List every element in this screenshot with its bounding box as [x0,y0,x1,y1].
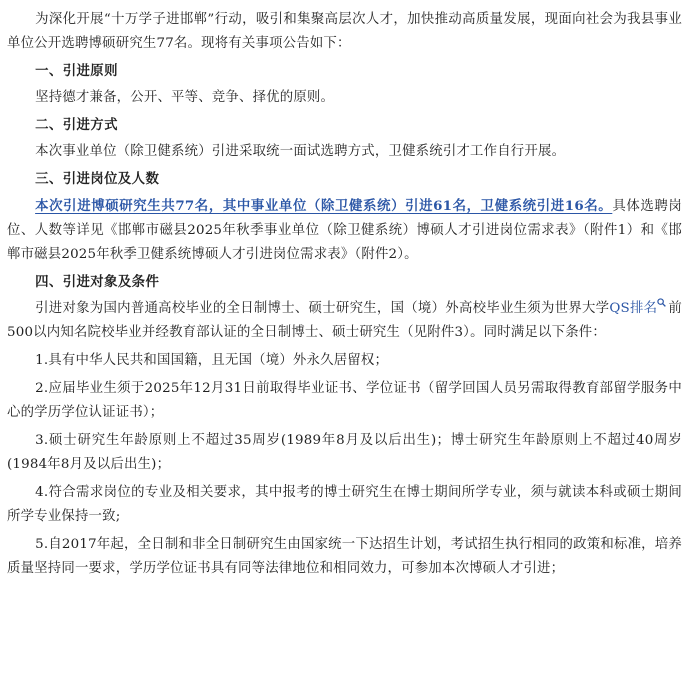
section-heading-eligibility: 四、引进对象及条件 [35,274,160,290]
positions-paragraph [7,194,682,267]
section-heading-principles: 一、引进原则 [35,63,118,79]
qs-ranking-label: QS排名 [609,301,658,316]
intro-paragraph: 为深化开展“十万学子进邯郸”行动，吸引和集聚高层次人才，加快推动高质量发展，现面向社会为我县事业单位公开选聘博硕研究生77名。现将有关事项公告如下： [7,12,682,51]
principles-paragraph: 坚持德才兼备，公开、平等、竞争、择优的原则。 [35,90,335,105]
section-heading-positions: 三、引进岗位及人数 [35,171,160,187]
positions-detail-text: 具体选聘岗位、人数等详见《邯郸市磁县2025年秋季事业单位（除卫健系统）博硕人才引进岗位需求表》（附件1）和《邯郸市磁县2025年秋季卫健系统博硕人才引进岗位需求表》（附件2）。 [7,199,682,262]
eligibility-paragraph [7,297,682,345]
search-icon [657,298,666,307]
positions-highlight-link[interactable]: 本次引进博硕研究生共77名，其中事业单位（除卫健系统）引进61名，卫健系统引进16名。 [35,198,613,214]
condition-item-graduation: 2.应届毕业生须于2025年12月31日前取得毕业证书、学位证书（留学回国人员另需取得教育部留学服务中心的学历学位认证证书）； [7,381,682,420]
condition-item-age: 3.硕士研究生年龄原则上不超过35周岁(1989年8月及以后出生)；博士研究生年龄原则上不超过40周岁(1984年8月及以后出生)； [7,433,682,472]
section-heading-method: 二、引进方式 [35,117,118,133]
eligibility-text-after: 前500以内知名院校毕业并经教育部认证的全日制博士、硕士研究生（见附件3）。同时满足以下条件： [7,301,683,340]
eligibility-text-before: 引进对象为国内普通高校毕业的全日制博士、硕士研究生，国（境）外高校毕业生须为世界大学 [35,301,610,316]
condition-item-major: 4.符合需求岗位的专业及相关要求，其中报考的博士研究生在博士期间所学专业，须与就读本科或硕士期间所学专业保持一致; [7,485,682,524]
method-paragraph: 本次事业单位（除卫健系统）引进采取统一面试选聘方式，卫健系统引才工作自行开展。 [35,144,566,159]
condition-item-nationality: 1.具有中华人民共和国国籍，且无国（境）外永久居留权； [35,353,389,368]
qs-ranking-link[interactable] [609,301,668,316]
condition-item-fulltime: 5.自2017年起，全日制和非全日制研究生由国家统一下达招生计划，考试招生执行相同的政策和标准，培养质量坚持同一要求，学历学位证书具有同等法律地位和相同效力，可参加本次博硕人才引进； [7,537,682,576]
